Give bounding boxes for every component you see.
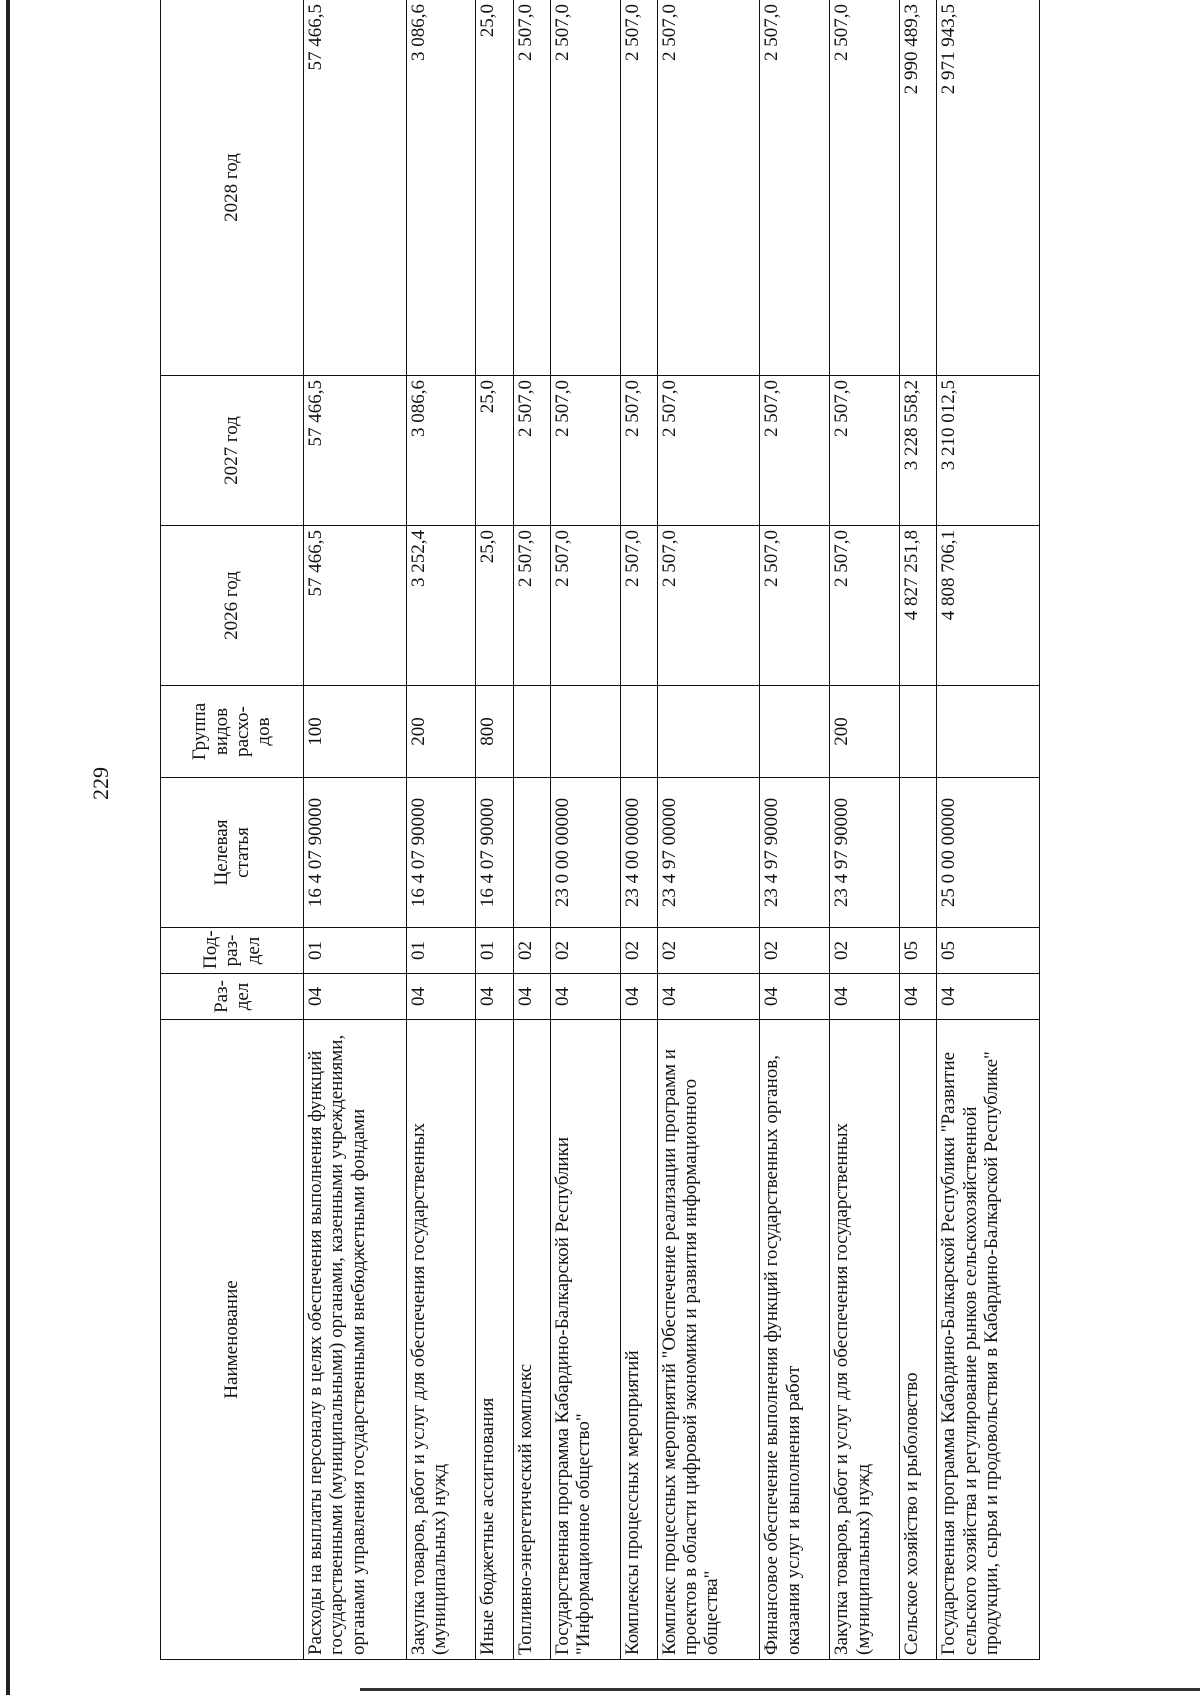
cell-razdel: 04 — [406, 974, 476, 1020]
cell-name: Государственная программа Кабардино-Балкарской Республики "Развитие сельского хозяйства и регулирование рынков сельскохозяйственной продукции, сырья и продовольствия в Кабардино-Балкарской Республике" — [937, 1020, 1040, 1660]
table-row — [550, 0, 620, 1660]
cell-name: Иные бюджетные ассигнования — [476, 1020, 513, 1660]
cell-target-article: 16 4 07 90000 — [406, 778, 476, 928]
cell-2027: 2 507,0 — [657, 376, 760, 526]
cell-razdel: 04 — [937, 974, 1040, 1020]
cell-2027: 2 507,0 — [760, 376, 830, 526]
cell-target-article — [513, 778, 550, 928]
cell-2028: 2 507,0 — [657, 0, 760, 376]
cell-podrazdel: 02 — [620, 928, 657, 974]
cell-name: Финансовое обеспечение выполнения функций государственных органов, оказания услуг и выполнения работ — [760, 1020, 830, 1660]
table-header-row — [161, 0, 304, 1660]
cell-2026: 3 252,4 — [406, 526, 476, 686]
cell-razdel: 04 — [657, 974, 760, 1020]
cell-2026: 2 507,0 — [760, 526, 830, 686]
cell-2027: 3 086,6 — [406, 376, 476, 526]
cell-2026: 2 507,0 — [657, 526, 760, 686]
cell-2026: 2 507,0 — [620, 526, 657, 686]
cell-2028: 2 507,0 — [513, 0, 550, 376]
cell-2026: 2 507,0 — [830, 526, 900, 686]
cell-razdel: 04 — [550, 974, 620, 1020]
cell-2028: 2 507,0 — [760, 0, 830, 376]
cell-2026: 4 827 251,8 — [900, 526, 937, 686]
cell-2027: 3 228 558,2 — [900, 376, 937, 526]
cell-podrazdel: 02 — [830, 928, 900, 974]
cell-2027: 57 466,5 — [304, 376, 407, 526]
cell-name: Топливно-энергетический комплекс — [513, 1020, 550, 1660]
table-row — [937, 0, 1040, 1660]
scan-edge-left — [6, 0, 10, 1695]
cell-2026: 4 808 706,1 — [937, 526, 1040, 686]
cell-razdel: 04 — [830, 974, 900, 1020]
page-number: 229 — [88, 767, 113, 800]
cell-target-article: 23 4 00 00000 — [620, 778, 657, 928]
cell-name: Закупка товаров, работ и услуг для обеспечения государственных (муниципальных) нужд — [406, 1020, 476, 1660]
cell-target-article: 23 0 00 00000 — [550, 778, 620, 928]
cell-2028: 3 086,6 — [406, 0, 476, 376]
cell-razdel: 04 — [304, 974, 407, 1020]
cell-expense-group: 200 — [406, 686, 476, 778]
cell-2028: 2 507,0 — [620, 0, 657, 376]
budget-table — [160, 0, 1040, 1660]
cell-razdel: 04 — [760, 974, 830, 1020]
cell-podrazdel: 02 — [513, 928, 550, 974]
table-row — [476, 0, 513, 1660]
cell-target-article: 23 4 97 00000 — [657, 778, 760, 928]
cell-razdel: 04 — [476, 974, 513, 1020]
cell-target-article: 23 4 97 90000 — [830, 778, 900, 928]
cell-2026: 2 507,0 — [550, 526, 620, 686]
cell-expense-group: 100 — [304, 686, 407, 778]
cell-expense-group: 200 — [830, 686, 900, 778]
cell-2026: 57 466,5 — [304, 526, 407, 686]
cell-2026: 25,0 — [476, 526, 513, 686]
cell-2028: 2 507,0 — [550, 0, 620, 376]
cell-2027: 2 507,0 — [550, 376, 620, 526]
cell-expense-group: 800 — [476, 686, 513, 778]
cell-name: Расходы на выплаты персоналу в целях обеспечения выполнения функций государственными (муниципальными) органами, казенными учреждениями, органами управления государственными внебюджетными фондами — [304, 1020, 407, 1660]
table-row — [657, 0, 760, 1660]
cell-podrazdel: 02 — [760, 928, 830, 974]
cell-podrazdel: 05 — [937, 928, 1040, 974]
cell-2027: 25,0 — [476, 376, 513, 526]
cell-expense-group — [550, 686, 620, 778]
cell-2027: 2 507,0 — [830, 376, 900, 526]
cell-target-article: 16 4 07 90000 — [304, 778, 407, 928]
header-2026: 2026 год — [161, 526, 304, 686]
cell-podrazdel: 01 — [406, 928, 476, 974]
cell-podrazdel: 05 — [900, 928, 937, 974]
cell-name: Комплексы процессных мероприятий — [620, 1020, 657, 1660]
cell-target-article: 25 0 00 00000 — [937, 778, 1040, 928]
cell-podrazdel: 02 — [657, 928, 760, 974]
header-2028: 2028 год — [161, 0, 304, 376]
cell-razdel: 04 — [620, 974, 657, 1020]
cell-2028: 2 990 489,3 — [900, 0, 937, 376]
cell-podrazdel: 01 — [476, 928, 513, 974]
cell-name: Комплекс процессных мероприятий "Обеспечение реализации программ и проектов в области цифровой экономики и развития информационного общества" — [657, 1020, 760, 1660]
cell-name: Государственная программа Кабардино-Балкарской Республики "Информационное общество" — [550, 1020, 620, 1660]
cell-expense-group — [513, 686, 550, 778]
table-row — [760, 0, 830, 1660]
cell-target-article: 23 4 97 90000 — [760, 778, 830, 928]
header-expense-group: Группа видов расхо- дов — [161, 686, 304, 778]
cell-expense-group — [657, 686, 760, 778]
rotated-table-container — [160, 0, 1040, 1660]
table-row — [830, 0, 900, 1660]
cell-podrazdel: 02 — [550, 928, 620, 974]
table-row — [406, 0, 476, 1660]
table-row — [620, 0, 657, 1660]
header-target-article: Целевая статья — [161, 778, 304, 928]
cell-2027: 2 507,0 — [513, 376, 550, 526]
cell-expense-group — [620, 686, 657, 778]
cell-2028: 57 466,5 — [304, 0, 407, 376]
cell-2026: 2 507,0 — [513, 526, 550, 686]
cell-2028: 2 507,0 — [830, 0, 900, 376]
cell-razdel: 04 — [513, 974, 550, 1020]
table-row — [513, 0, 550, 1660]
cell-expense-group — [900, 686, 937, 778]
header-podrazdel: Под- раз- дел — [161, 928, 304, 974]
cell-name: Сельское хозяйство и рыболовство — [900, 1020, 937, 1660]
header-razdel: Раз- дел — [161, 974, 304, 1020]
cell-target-article — [900, 778, 937, 928]
table-row — [304, 0, 407, 1660]
header-name: Наименование — [161, 1020, 304, 1660]
cell-2027: 2 507,0 — [620, 376, 657, 526]
cell-name: Закупка товаров, работ и услуг для обеспечения государственных (муниципальных) нужд — [830, 1020, 900, 1660]
cell-razdel: 04 — [900, 974, 937, 1020]
cell-expense-group — [937, 686, 1040, 778]
scan-edge-bottom — [360, 1688, 1200, 1691]
cell-2028: 25,0 — [476, 0, 513, 376]
header-2027: 2027 год — [161, 376, 304, 526]
cell-2028: 2 971 943,5 — [937, 0, 1040, 376]
cell-2027: 3 210 012,5 — [937, 376, 1040, 526]
cell-podrazdel: 01 — [304, 928, 407, 974]
table-row — [900, 0, 937, 1660]
cell-expense-group — [760, 686, 830, 778]
cell-target-article: 16 4 07 90000 — [476, 778, 513, 928]
